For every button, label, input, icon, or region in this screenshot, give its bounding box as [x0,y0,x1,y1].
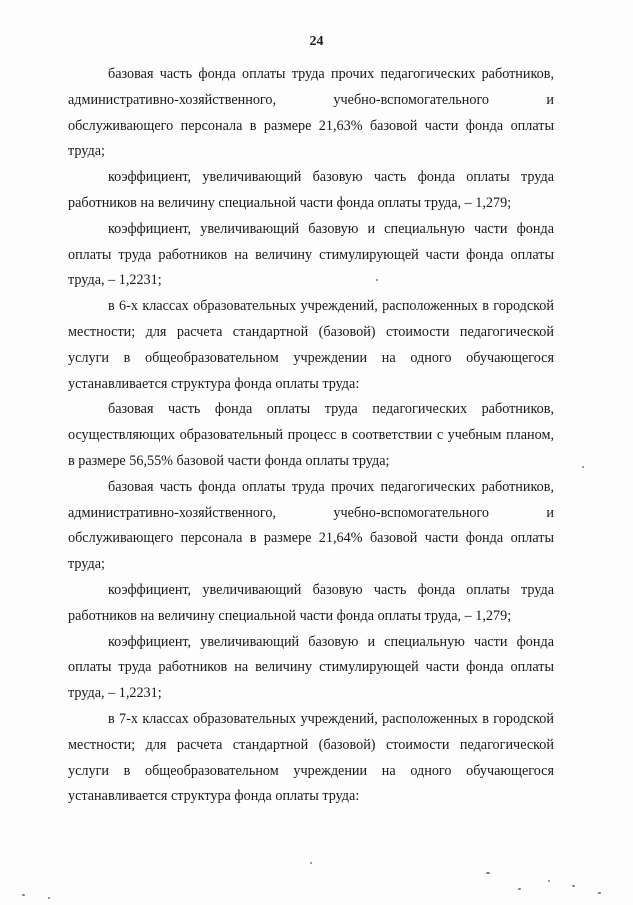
scan-speck [48,897,50,899]
scan-speck [582,466,584,468]
scan-speck [518,888,521,890]
scan-speck [486,872,490,874]
paragraph: базовая часть фонда оплаты труда прочих педагогических работников, административно-хозяйственного, учебно-вспомогательного и обслуживающего персонала в размере 21,64% базовой части фонда оплаты труда; [68,478,554,573]
page-number: 24 [309,34,324,49]
document-body [68,62,554,810]
scan-speck [310,862,312,864]
scan-speck [598,892,601,894]
scan-speck [376,279,378,281]
paragraph: базовая часть фонда оплаты труда прочих педагогических работников, административно-хозяйственного, учебно-вспомогательного и обслуживающего персонала в размере 21,63% базовой части фонда оплаты труда; [68,66,554,160]
paragraph: коэффициент, увеличивающий базовую и специальную части фонда оплаты труда работников на величину стимулирующей части фонда оплаты труда, – 1,2231; [68,633,554,702]
paragraph: коэффициент, увеличивающий базовую часть фонда оплаты труда работников на величину специальной части фонда оплаты труда, – 1,279; [68,169,554,211]
scan-speck [572,885,575,887]
paragraph: базовая часть фонда оплаты труда педагогических работников, осуществляющих образовательный процесс в соответствии с учебным планом, в размере 56,55% базовой части фонда оплаты труда; [68,401,554,469]
scan-speck [22,894,25,896]
scan-speck [548,880,550,882]
paragraph: коэффициент, увеличивающий базовую часть фонда оплаты труда работников на величину специальной части фонда оплаты труда, – 1,279; [68,581,554,624]
paragraph: в 7-х классах образовательных учреждений, расположенных в городской местности; для расчета стандартной (базовой) стоимости педагогической услуги в общеобразовательном учреждении на одного обучающегося устанавливается структура фонда оплаты труда: [68,710,554,805]
paragraph: в 6-х классах образовательных учреждений, расположенных в городской местности; для расчета стандартной (базовой) стоимости педагогической услуги в общеобразовательном учреждении на одного обучающегося устанавливается структура фонда оплаты труда: [68,298,554,392]
paragraph: коэффициент, увеличивающий базовую и специальную части фонда оплаты труда работников на величину стимулирующей части фонда оплаты труда, – 1,2231; [68,220,554,289]
